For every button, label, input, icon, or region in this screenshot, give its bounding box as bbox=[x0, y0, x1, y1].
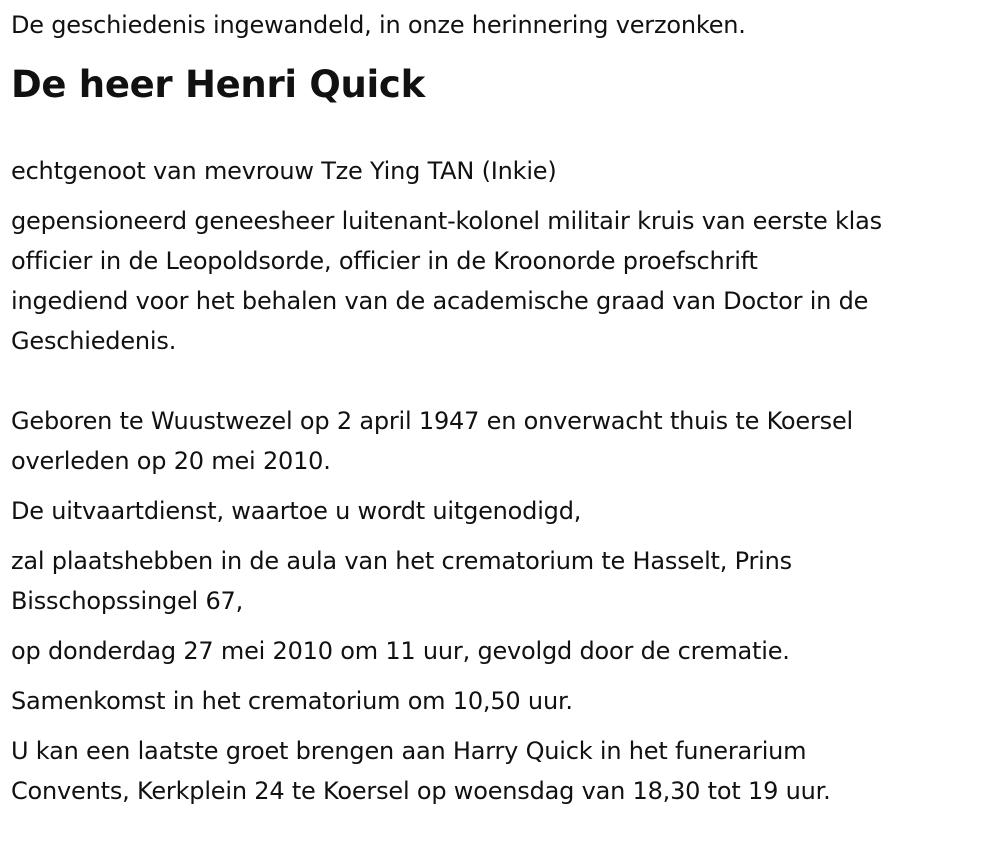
location-line: zal plaatshebben in de aula van het crematorium te Hasselt, Prins bbox=[11, 547, 792, 575]
spouse-line: echtgenoot van mevrouw Tze Ying TAN (Inkie) bbox=[11, 157, 557, 185]
titles-line: gepensioneerd geneesheer luitenant-kolonel militair kruis van eerste klas bbox=[11, 207, 882, 235]
titles-line: ingediend voor het behalen van de academische graad van Doctor in de bbox=[11, 287, 869, 315]
farewell-line: U kan een laatste groet brengen aan Harry Quick in het funerarium bbox=[11, 737, 807, 765]
birth-death-line: overleden op 20 mei 2010. bbox=[11, 447, 331, 475]
invitation-line: De uitvaartdienst, waartoe u wordt uitgenodigd, bbox=[11, 497, 582, 525]
location-paragraph bbox=[11, 541, 990, 621]
titles-paragraph bbox=[11, 201, 990, 361]
intro-text: De geschiedenis ingewandeld, in onze herinnering verzonken. bbox=[11, 11, 746, 39]
service-date-line: op donderdag 27 mei 2010 om 11 uur, gevolgd door de crematie. bbox=[11, 637, 790, 665]
titles-line: Geschiedenis. bbox=[11, 327, 177, 355]
birth-death-line: Geboren te Wuustwezel op 2 april 1947 en onverwacht thuis te Koersel bbox=[11, 407, 853, 435]
deceased-name: De heer Henri Quick bbox=[11, 63, 425, 106]
birth-death-paragraph bbox=[11, 401, 990, 481]
gathering-line: Samenkomst in het crematorium om 10,50 uur. bbox=[11, 687, 573, 715]
location-line: Bisschopssingel 67, bbox=[11, 587, 244, 615]
farewell-line: Convents, Kerkplein 24 te Koersel op woensdag van 18,30 tot 19 uur. bbox=[11, 777, 831, 805]
titles-line: officier in de Leopoldsorde, officier in de Kroonorde proefschrift bbox=[11, 247, 758, 275]
farewell-paragraph bbox=[11, 731, 990, 811]
